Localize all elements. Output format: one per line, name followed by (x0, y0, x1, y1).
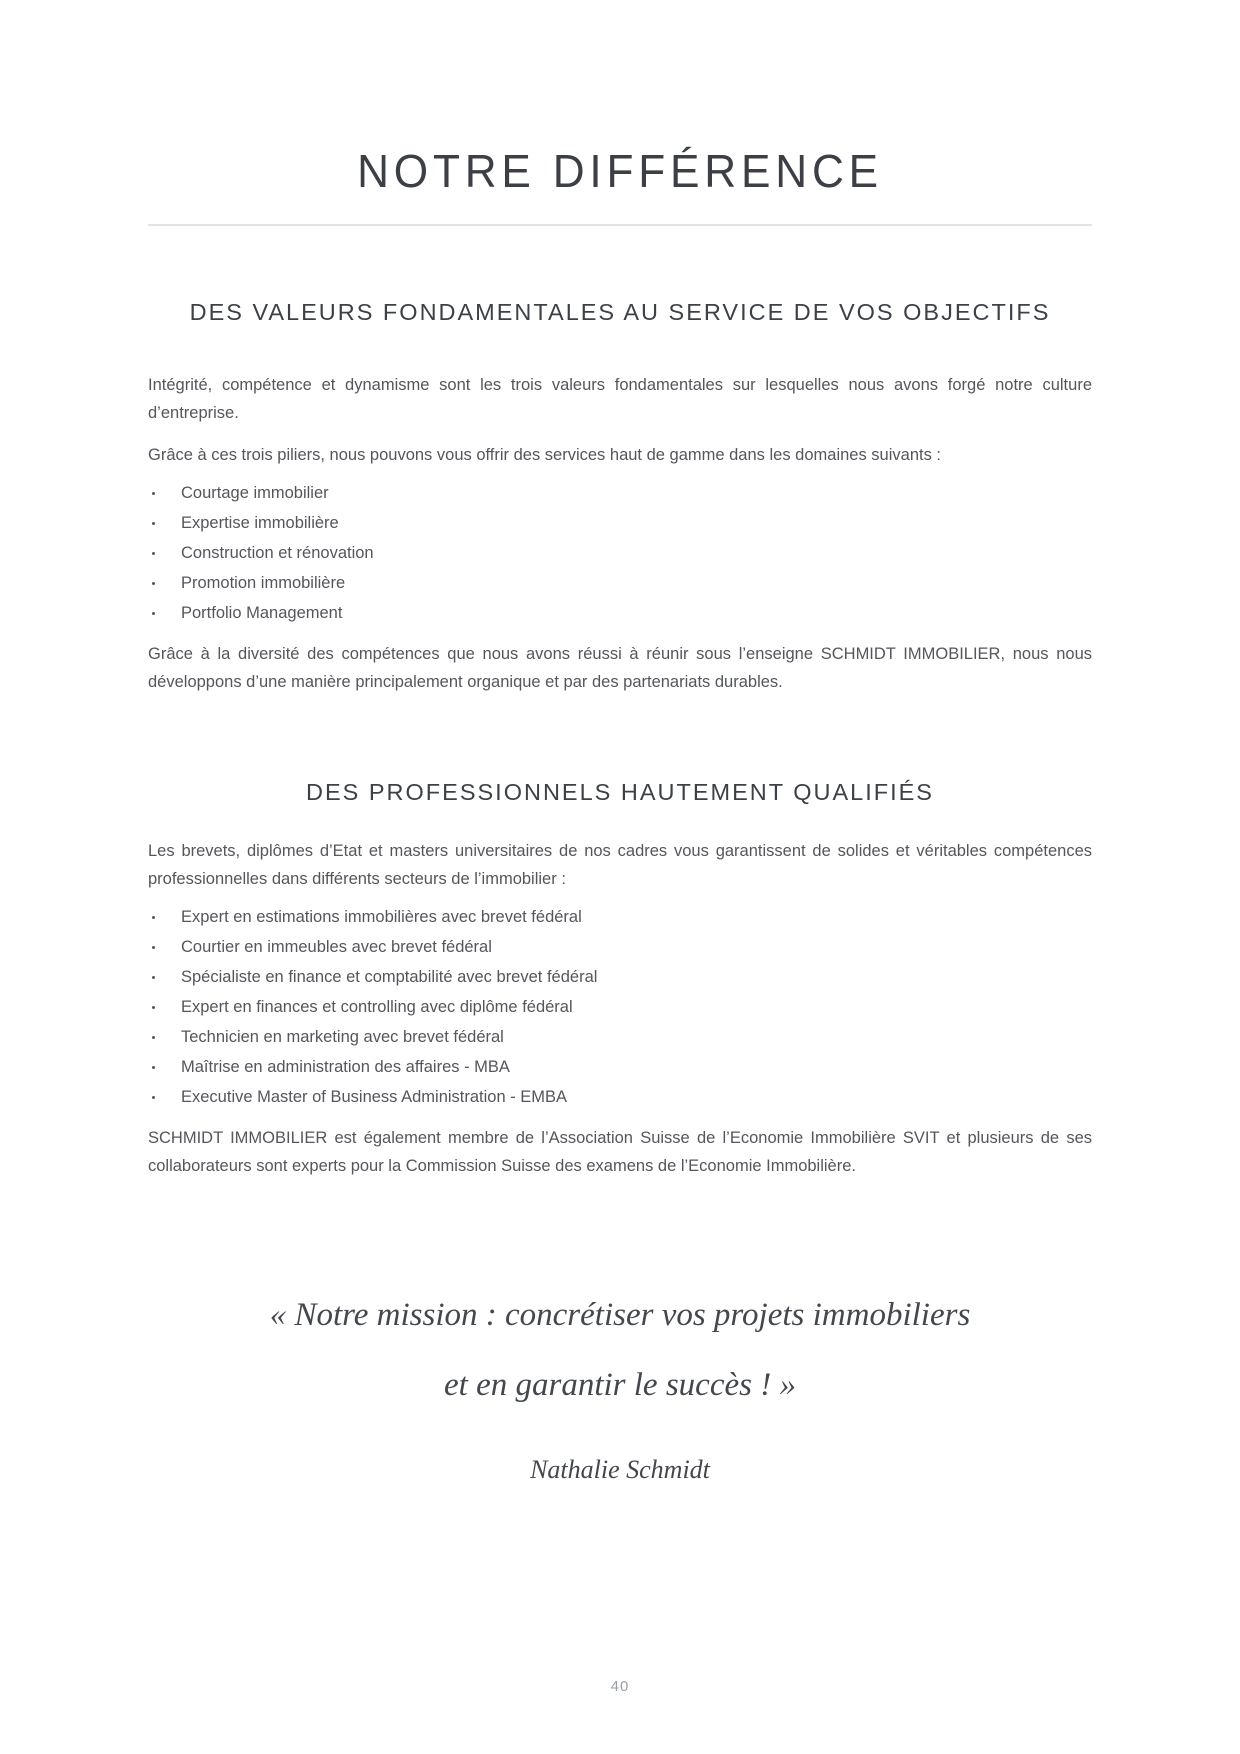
list-item (148, 992, 1092, 1022)
section-heading-professionals: DES PROFESSIONNELS HAUTEMENT QUALIFIÉS (306, 779, 934, 805)
section-heading-values: DES VALEURS FONDAMENTALES AU SERVICE DE VOS OBJECTIFS (189, 299, 1051, 325)
list-item-label: Expert en estimations immobilières avec brevet fédéral (181, 908, 582, 926)
bullet-dot-icon (152, 916, 155, 919)
bullet-dot-icon (152, 946, 155, 949)
list-item (148, 932, 1092, 962)
list-item (148, 962, 1092, 992)
mission-quote (148, 1280, 1092, 1420)
list-item (148, 508, 1092, 538)
page-content (148, 0, 1092, 1488)
bullet-dot-icon (152, 612, 155, 615)
paragraph: Intégrité, compétence et dynamisme sont les trois valeurs fondamentales sur lesquelles nous avons forgé notre culture d’entreprise. (148, 376, 1092, 422)
bullet-dot-icon (152, 976, 155, 979)
list-item-label: Maîtrise en administration des affaires - MBA (181, 1058, 510, 1076)
list-item-label: Courtage immobilier (181, 484, 329, 502)
list-item (148, 598, 1092, 628)
paragraph: Les brevets, diplômes d’Etat et masters universitaires de nos cadres vous garantissent de solides et véritables compétences professionnelles dans différents secteurs de l’immobilier : (148, 842, 1092, 888)
bullet-dot-icon (152, 582, 155, 585)
paragraph: SCHMIDT IMMOBILIER est également membre de l’Association Suisse de l’Economie Immobilière SVIT et plusieurs de ses collaborateurs sont experts pour la Commission Suisse des examens de l’Economie Immobilière. (148, 1129, 1092, 1175)
bullet-dot-icon (152, 1036, 155, 1039)
list-item-label: Portfolio Management (181, 604, 343, 622)
list-item-label: Expertise immobilière (181, 514, 339, 532)
page-number: 40 (610, 1678, 630, 1695)
bullet-dot-icon (152, 1066, 155, 1069)
list-item (148, 568, 1092, 598)
quote-line-1: « Notre mission : concrétiser vos projets immobiliers (269, 1297, 971, 1333)
bullet-list-services (148, 478, 1092, 628)
list-item (148, 478, 1092, 508)
list-item (148, 1052, 1092, 1082)
bullet-dot-icon (152, 1096, 155, 1099)
bullet-list-qualifications (148, 902, 1092, 1112)
bullet-dot-icon (152, 522, 155, 525)
paragraph: Grâce à la diversité des compétences que nous avons réussi à réunir sous l’enseigne SCHMIDT IMMOBILIER, nous nous développons d’une manière principalement organique et par des partenariats durables. (148, 645, 1092, 691)
title-divider (148, 224, 1092, 226)
quote-attribution: Nathalie Schmidt (530, 1455, 710, 1484)
list-item (148, 1082, 1092, 1112)
list-item-label: Expert en finances et controlling avec diplôme fédéral (181, 998, 573, 1016)
list-item-label: Technicien en marketing avec brevet fédéral (181, 1028, 504, 1046)
page-title: NOTRE DIFFÉRENCE (357, 145, 883, 197)
bullet-dot-icon (152, 492, 155, 495)
list-item-label: Spécialiste en finance et comptabilité avec brevet fédéral (181, 968, 598, 986)
list-item-label: Executive Master of Business Administration - EMBA (181, 1088, 568, 1106)
list-item-label: Construction et rénovation (181, 544, 374, 562)
list-item (148, 1022, 1092, 1052)
quote-line-2: et en garantir le succès ! » (444, 1367, 796, 1403)
bullet-dot-icon (152, 552, 155, 555)
bullet-dot-icon (152, 1006, 155, 1009)
list-item-label: Promotion immobilière (181, 574, 346, 592)
list-item (148, 902, 1092, 932)
list-item-label: Courtier en immeubles avec brevet fédéral (181, 938, 492, 956)
paragraph: Grâce à ces trois piliers, nous pouvons vous offrir des services haut de gamme dans les domaines suivants : (148, 446, 941, 464)
list-item (148, 538, 1092, 568)
